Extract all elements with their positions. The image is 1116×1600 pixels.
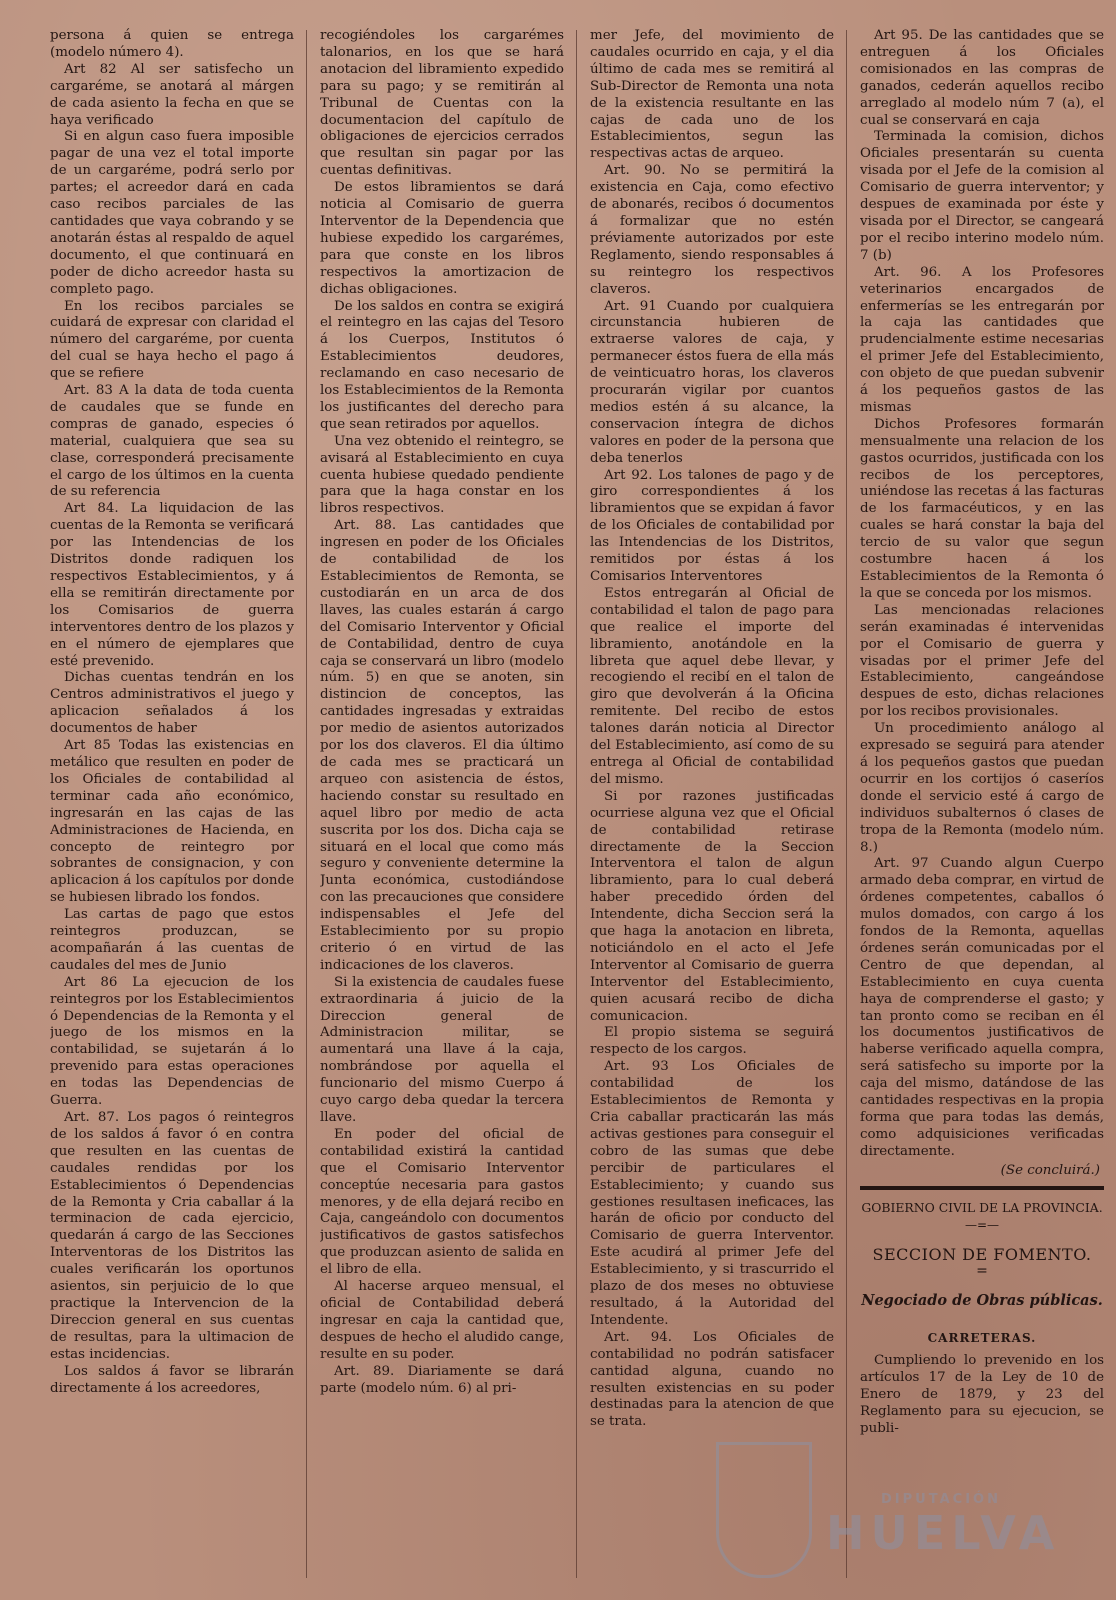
article-85: Art 85 Todas las existencias en metálico que resulten en poder de los Oficiales de contabilidad al terminar cada año económico, ingresarán en las cajas de las Administraciones de Hacienda, en concepto de reintegro por sobrantes de consignacion, y con aplicacion á los capítulos por donde se hubiesen librado los fondos. [50, 738, 294, 906]
article-83: Art. 83 A la data de toda cuenta de caudales que se funde en compras de ganado, especies ó material, cualquiera que sea su clase, corresponderá precisamente el cargo de los últimos en la cuenta de su referencia [50, 383, 294, 500]
paragraph: Si la existencia de caudales fuese extraordinaria á juicio de la Direccion general de Administracion militar, se aumentará una llave á la caja, nombrándose por aquella el funcionario del mismo Cuerpo á cuyo cargo deba quedar la tercera llave. [320, 974, 564, 1125]
paragraph: Una vez obtenido el reintegro, se avisará al Establecimiento en cuya cuenta hubiese quedado pendiente para que la haga constar en los libros respectivos. [320, 433, 564, 517]
paragraph: Un procedimiento análogo al expresado se seguirá para atender á los pequeños gastos que puedan ocurrir en los cortijos ó caseríos donde el servicio esté á cargo de individuos subalternos ó clases de tropa de la Remonta (modelo núm. 8.) [860, 721, 1104, 855]
section-divider [860, 1186, 1104, 1190]
paragraph: Las cartas de pago que estos reintegros produzcan, se acompañarán á las cuentas de caudales del mes de Junio [50, 907, 294, 973]
section-title: SECCION DE FOMENTO. [872, 1244, 1092, 1264]
column-rule [846, 30, 847, 1578]
archive-watermark [826, 1492, 1061, 1582]
paragraph: Estos entregarán al Oficial de contabilidad el talon de pago para que realice el importe del libramiento, anotándole en la libreta que aquel debe llevar, y recogiendo el recibí en el talon de giro que devolverán á la Oficina remitente. Del recibo de estos talones darán noticia al Director del Establecimiento, así como de su entrega al Oficial de contabilidad del mismo. [590, 585, 834, 787]
column-rule [576, 30, 577, 1578]
paragraph: Dichos Profesores formarán mensualmente una relacion de los gastos ocurridos, justificada con los recibos de los perceptores, uniéndose las recetas á las facturas de los farmacéuticos, y en las cuales se hará constar la baja del tercio de su valor que segun costumbre hacen á los Establecimientos de la Remonta ó la que se conceda por los mismos. [860, 416, 1104, 601]
paragraph: De los saldos en contra se exigirá el reintegro en las cajas del Tesoro á los Cuerpos, Institutos ó Establecimientos deudores, reclamando en caso necesario de los Establecimientos de la Remonta los justificantes del derecho para que sean retirados por aquellos. [320, 298, 564, 432]
article-86: Art 86 La ejecucion de los reintegros por los Establecimientos ó Dependencias de la Remonta y el juego de los mismos en la contabilidad, se sujetarán á lo prevenido para estas operaciones en todas las Dependencias de Guerra. [50, 974, 294, 1109]
paragraph: Si en algun caso fuera imposible pagar de una vez el total importe de un cargaréme, podrá serlo por partes; el acreedor dará en cada caso recibos parciales de las cantidades que vaya cobrando y se anotarán éstas al respaldo de aquel documento, el que continuará en poder de dicho acreedor hasta su completo pago. [50, 129, 294, 297]
article-84: Art 84. La liquidacion de las cuentas de la Remonta se verificará por las Intendencias de los Distritos donde radiquen los respectivos Establecimientos, y á ella se remitirán directamente por los Comisarios de guerra interventores dentro de los plazos y en el número de ejemplares que esté prevenido. [50, 501, 294, 669]
text-column-4 [860, 28, 1104, 1578]
paragraph: De estos libramientos se dará noticia al Comisario de guerra Interventor de la Dependencia que hubiese expedido los cargarémes, para que conste en los libros respectivos la amortizacion de dichas obligaciones. [320, 180, 564, 297]
text-column-3 [590, 28, 834, 1578]
paragraph: mer Jefe, del movimiento de caudales ocurrido en caja, y el dia último de cada mes se remitirá al Sub-Director de Remonta una nota de la existencia resultante en las cajas de cada uno de los Establecimientos, segun las respectivas actas de arqueo. [590, 28, 834, 162]
paragraph: Las mencionadas relaciones serán examinadas é intervenidas por el Comisario de guerra y visadas por el primer Jefe del Establecimiento, cangeándose despues de esto, dichas relaciones por los recibos provisionales. [860, 602, 1104, 720]
shield-icon [716, 1442, 812, 1578]
paragraph: Dichas cuentas tendrán en los Centros administrativos el juego y aplicacion señalados á los documentos de haber [50, 670, 294, 737]
paragraph: Si por razones justificadas ocurriese alguna vez que el Oficial de contabilidad retirase directamente de la Seccion Interventora el talon de algun libramiento, para lo cual deberá haber precedido órden del Intendente, dicha Seccion será la que haga la anotacion en libreta, noticiándolo en el acto el Jefe Interventor al Comisario de guerra Interventor del Establecimiento, quien acusará recibo de dicha comunicacion. [590, 788, 834, 1024]
article-89: Art. 89. Diariamente se dará parte (modelo núm. 6) al pri- [320, 1363, 564, 1396]
column-rule [306, 30, 307, 1578]
paragraph: Cumpliendo lo prevenido en los artículos 17 de la Ley de 10 de Enero de 1879, y 23 del Reglamento para su ejecucion, se publi- [860, 1353, 1104, 1436]
paragraph: persona á quien se entrega (modelo número 4). [50, 28, 294, 60]
article-97: Art. 97 Cuando algun Cuerpo armado deba comprar, en virtud de órdenes competentes, caballos ó mulos domados, con cargo á los fondos de la Remonta, aquellas órdenes serán comunicadas por el Centro de que dependan, al Establecimiento en cuya cuenta haya de comprenderse el gasto; y tan pronto como se reciban en él los documentos justificativos de haberse verificado aquella compra, será satisfecho su importe por la caja del mismo, datándose de las cantidades respectivas en la propia forma que para todas las demás, como adquisiciones verificadas directamente. [860, 856, 1104, 1159]
paragraph: En poder del oficial de contabilidad existirá la cantidad que el Comisario Interventor conceptúe necesaria para gastos menores, y de ella dejará recibo en Caja, cangeándolo con documentos justificativos de gastos satisfechos que produzcan asiento de salida en el libro de ella. [320, 1126, 564, 1278]
section-header: GOBIERNO CIVIL DE LA PROVINCIA. [861, 1199, 1103, 1215]
article-95: Art 95. De las cantidades que se entreguen á los Oficiales comisionados en las compras de ganados, cederán aquellos recibo arreglado al modelo núm 7 (a), el cual se conservará en caja [860, 28, 1104, 128]
paragraph: Al hacerse arqueo mensual, el oficial de Contabilidad deberá ingresar en caja la cantidad que, despues de hecho el aludido cange, resulte en su poder. [320, 1279, 564, 1362]
article-91: Art. 91 Cuando por cualquiera circunstancia hubieren de extraerse valores de caja, y permanecer éstos fuera de ella más de veinticuatro horas, los claveros procurarán vigilar por cuantos medios estén á su alcance, la conservacion íntegra de dichos valores en poder de la persona que deba tenerlos [590, 298, 834, 466]
article-87: Art. 87. Los pagos ó reintegros de los saldos á favor ó en contra que resulten en las cuentas de caudales rendidas por los Establecimientos ó Dependencias de la Remonta y Cria caballar á la terminacion de cada ejercicio, quedarán á cargo de las Secciones Interventoras de los Distritos las cuales verificarán los oportunos asientos, sin perjuicio de lo que practique la Intervencion de la Direccion general en sus cuentas de resultas, para la ultimacion de estas incidencias. [50, 1110, 294, 1362]
newspaper-page [30, 28, 1104, 1588]
article-94: Art. 94. Los Oficiales de contabilidad no podrán satisfacer cantidad alguna, cuando no resulten existencias en su poder destinadas para la atencion de que se trata. [590, 1329, 834, 1430]
header-ornament: —=— [964, 1217, 1000, 1232]
article-93: Art. 93 Los Oficiales de contabilidad de los Establecimientos de Remonta y Cria caballar practicarán las más activas gestiones para conseguir el cobro de las sumas que debe percibir de particulares el Establecimiento; y cuando sus gestiones resultasen ineficaces, las harán de oficio por conducto del Comisario de guerra Interventor. Este acudirá al primer Jefe del Establecimiento, y si trascurrido el plazo de dos meses no obtuviese resultado, á la Autoridad del Intendente. [590, 1059, 834, 1328]
text-column-2 [320, 28, 564, 1578]
watermark-top: DIPUTACIÓN [881, 1492, 1001, 1507]
paragraph: El propio sistema se seguirá respecto de los cargos. [590, 1025, 834, 1058]
paragraph: En los recibos parciales se cuidará de expresar con claridad el número del cargaréme, por cuenta del cual se haya hecho el pago á que se refiere [50, 298, 294, 382]
watermark-bottom: HUELVA [826, 1506, 1061, 1560]
negociado-title: Negociado de Obras públicas. [861, 1292, 1103, 1310]
carreteras-heading: CARRETERAS. [927, 1331, 1037, 1346]
article-82: Art 82 Al ser satisfecho un cargaréme, se anotará al márgen de cada asiento la fecha en que se haya verificado [50, 61, 294, 128]
article-90: Art. 90. No se permitirá la existencia en Caja, como efectivo de abonarés, recibos ó documentos á formalizar que no estén préviamente autorizados por este Reglamento, siendo responsables á su reintegro los respectivos claveros. [590, 163, 834, 297]
paragraph: Los saldos á favor se librarán directamente á los acreedores, [50, 1363, 294, 1396]
paragraph: Terminada la comision, dichos Oficiales presentarán su cuenta visada por el Jefe de la comision al Comisario de guerra interventor; y despues de examinada por éste y visada por el Director, se cangeará por el recibo interino modelo núm. 7 (b) [860, 129, 1104, 263]
closing-note: (Se concluirá.) [1000, 1162, 1100, 1178]
paragraph: recogiéndoles los cargarémes talonarios, en los que se hará anotacion del libramiento expedido para su pago; y se remitirán al Tribunal de Cuentas con la documentacion del capítulo de obligaciones de ejercicios cerrados que resultan sin pagar por las cuentas definitivas. [320, 28, 564, 179]
article-96: Art. 96. A los Profesores veterinarios encargados de enfermerías se les entregarán por la caja las cantidades que prudencialmente estime necesarias el primer Jefe del Establecimiento, con objeto de que puedan subvenir á los pequeños gastos de las mismas [860, 264, 1104, 415]
article-88: Art. 88. Las cantidades que ingresen en poder de los Oficiales de contabilidad de los Establecimientos de Remonta, se custodiarán en un arca de dos llaves, las cuales estarán á cargo del Comisario Interventor y Oficial de Contabilidad, dentro de cuya caja se conservará un libro (modelo núm. 5) en que se anoten, sin distincion de conceptos, las cantidades ingresadas y extraidas por medio de asientos autorizados por los dos claveros. El dia último de cada mes se practicará un arqueo con asistencia de éstos, haciendo constar su resultado en aquel libro por medio de acta suscrita por los dos. Dicha caja se situará en el local que como más seguro y conveniente determine la Junta económica, custodiándose con las precauciones que considere indispensables el Jefe del Establecimiento por su propio criterio ó en virtud de las indicaciones de los claveros. [320, 518, 564, 973]
article-92: Art 92. Los talones de pago y de giro correspondientes á los libramientos que se expidan á favor de los Oficiales de contabilidad por las Intendencias de los Distritos, remitidos por éstas á los Comisarios Interventores [590, 467, 834, 584]
text-column-1 [50, 28, 294, 1578]
title-ornament: = [976, 1263, 988, 1280]
